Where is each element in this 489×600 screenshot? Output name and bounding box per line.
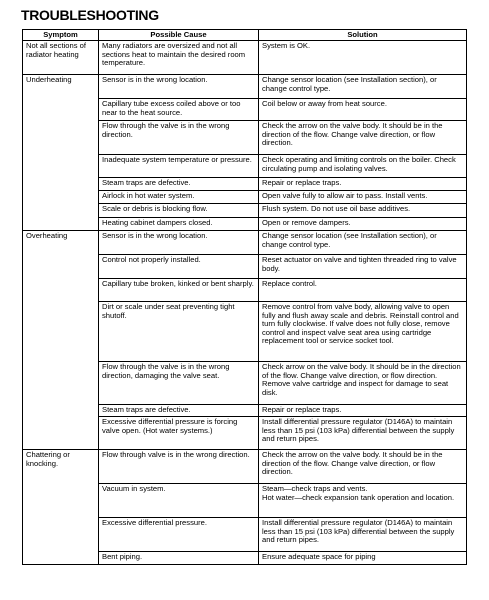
cause-cell: Capillary tube excess coiled above or too near to the heat source. [99,99,259,121]
symptom-cell: Overheating [23,231,99,450]
solution-cell: Remove control from valve body, allowing valve to open fully and flush away scale and debris. Reinstall control and turn fully clockwise. If valve does not fully close, remove control and inspect valve seat area using cartridge replacement tool or service socket tool. [259,302,467,362]
solution-cell: Ensure adequate space for piping [259,552,467,565]
cause-cell: Dirt or scale under seat preventing tight shutoff. [99,302,259,362]
table-row [23,450,467,484]
solution-cell: Check the arrow on the valve body. It should be in the direction of the flow. Change valve direction, or flow direction. [259,450,467,484]
cause-cell: Heating cabinet dampers closed. [99,218,259,231]
solution-cell: Change sensor location (see Installation section), or change control type. [259,75,467,99]
cause-cell: Inadequate system temperature or pressure. [99,155,259,178]
cause-cell: Excessive differential pressure. [99,518,259,552]
cause-cell: Flow through the valve is in the wrong direction, damaging the valve seat. [99,362,259,405]
cause-cell: Flow through the valve is in the wrong direction. [99,121,259,155]
solution-cell: Open valve fully to allow air to pass. Install vents. [259,191,467,204]
solution-cell: Flush system. Do not use oil base additives. [259,204,467,218]
table-header-row [23,30,467,41]
solution-cell: Steam—check traps and vents. Hot water—check expansion tank operation and location. [259,484,467,518]
solution-cell: Reset actuator on valve and tighten threaded ring to valve body. [259,255,467,279]
solution-cell: Install differential pressure regulator (D146A) to maintain less than 15 psi (103 kPa) differential between the supply and return pipes. [259,518,467,552]
solution-cell: Install differential pressure regulator (D146A) to maintain less than 15 psi (103 kPa) differential between the supply and return pipes. [259,417,467,450]
table-row [23,41,467,75]
cause-cell: Steam traps are defective. [99,178,259,191]
cause-cell: Many radiators are oversized and not all sections heat to maintain the desired room temperature. [99,41,259,75]
cause-cell: Steam traps are defective. [99,405,259,417]
symptom-cell: Chattering or knocking. [23,450,99,565]
page-title: TROUBLESHOOTING [21,7,159,23]
table-row [23,231,467,255]
column-header-symptom: Symptom [23,30,99,41]
solution-cell: Change sensor location (see Installation section), or change control type. [259,231,467,255]
solution-cell: Repair or replace traps. [259,405,467,417]
cause-cell: Excessive differential pressure is forcing valve open. (Hot water systems.) [99,417,259,450]
cause-cell: Sensor is in the wrong location. [99,75,259,99]
column-header-possible-cause: Possible Cause [99,30,259,41]
table-body [23,41,467,565]
column-header-solution: Solution [259,30,467,41]
solution-cell: Replace control. [259,279,467,302]
symptom-cell: Underheating [23,75,99,231]
solution-cell: Check arrow on the valve body. It should be in the direction of the flow. Change valve direction, or flow direction. Remove valve cartridge and inspect for damage to seat disk. [259,362,467,405]
cause-cell: Capillary tube broken, kinked or bent sharply. [99,279,259,302]
solution-cell: Open or remove dampers. [259,218,467,231]
cause-cell: Flow through valve is in the wrong direction. [99,450,259,484]
solution-cell: System is OK. [259,41,467,75]
solution-cell: Check operating and limiting controls on the boiler. Check circulating pump and isolating valves. [259,155,467,178]
symptom-cell: Not all sections of radiator heating [23,41,99,75]
cause-cell: Sensor is in the wrong location. [99,231,259,255]
cause-cell: Control not properly installed. [99,255,259,279]
solution-cell: Check the arrow on the valve body. It should be in the direction of the flow. Change valve direction, or flow direction. [259,121,467,155]
cause-cell: Airlock in hot water system. [99,191,259,204]
cause-cell: Scale or debris is blocking flow. [99,204,259,218]
cause-cell: Vacuum in system. [99,484,259,518]
troubleshooting-table [22,29,467,565]
cause-cell: Bent piping. [99,552,259,565]
solution-cell: Coil below or away from heat source. [259,99,467,121]
solution-cell: Repair or replace traps. [259,178,467,191]
table-row [23,75,467,99]
